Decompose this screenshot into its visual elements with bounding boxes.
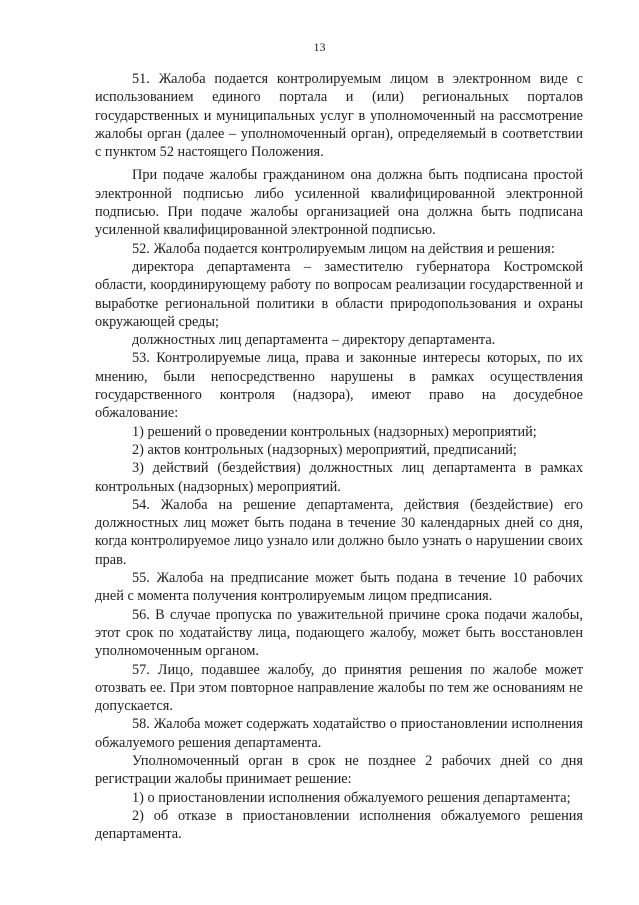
page-number: 13 <box>313 40 326 54</box>
paragraph-58-option-1: 1) о приостановлении исполнения обжалуемого решения департамента; <box>132 789 571 806</box>
paragraph-51: 51. Жалоба подается контролируемым лицом в электронном виде с использованием единого портала и (или) региональных порталов государственных и муниципальных услуг в уполномоченный на рассмотрение жалобы орган (далее – уполномоченный орган), определяемый в соответствии с пунктом 52 настоящего Положения. <box>95 71 583 161</box>
paragraph-53-item-2: 2) актов контрольных (надзорных) мероприятий, предписаний; <box>132 441 517 458</box>
paragraph-52: 52. Жалоба подается контролируемым лицом на действия и решения: <box>132 240 555 257</box>
document-body <box>95 70 583 843</box>
paragraph-signature: При подаче жалобы гражданином она должна быть подписана простой электронной подписью либо усиленной квалифицированной электронной подписью. При подаче жалобы организацией она должна быть подписана усиленной квалифицированной электронной подписью. <box>95 167 583 239</box>
paragraph-53: 53. Контролируемые лица, права и законные интересы которых, по их мнению, были непосредственно нарушены в рамках осуществления государственного контроля (надзора), имеют право на досудебное обжалование: <box>95 350 583 422</box>
paragraph-57: 57. Лицо, подавшее жалобу, до принятия решения по жалобе может отозвать ее. При этом повторное направление жалобы по тем же основаниям не допускается. <box>95 661 583 715</box>
paragraph-58-decision: Уполномоченный орган в срок не позднее 2 рабочих дней со дня регистрации жалобы принимает решение: <box>95 752 583 788</box>
paragraph-54: 54. Жалоба на решение департамента, действия (бездействие) его должностных лиц может быть подана в течение 30 календарных дней со дня, когда контролируемое лицо узнало или должно было узнать о нарушении своих прав. <box>95 496 583 568</box>
paragraph-52-director: директора департамента – заместителю губернатора Костромской области, координирующему работу по вопросам реализации государственной и выработке региональной политики в области природопользования и охраны окружающей среды; <box>95 258 583 330</box>
paragraph-52-officials: должностных лиц департамента – директору департамента. <box>132 332 496 349</box>
paragraph-53-item-1: 1) решений о проведении контрольных (надзорных) мероприятий; <box>132 423 537 440</box>
paragraph-58-option-2: 2) об отказе в приостановлении исполнения обжалуемого решения департамента. <box>95 807 583 843</box>
paragraph-56: 56. В случае пропуска по уважительной причине срока подачи жалобы, этот срок по ходатайству лица, подающего жалобу, может быть восстановлен уполномоченным органом. <box>95 606 583 660</box>
paragraph-53-item-3: 3) действий (бездействия) должностных лиц департамента в рамках контрольных (надзорных) мероприятий. <box>95 460 583 495</box>
paragraph-55: 55. Жалоба на предписание может быть подана в течение 10 рабочих дней с момента получения контролируемым лицом предписания. <box>95 570 583 605</box>
paragraph-58: 58. Жалоба может содержать ходатайство о приостановлении исполнения обжалуемого решения департамента. <box>95 716 583 751</box>
